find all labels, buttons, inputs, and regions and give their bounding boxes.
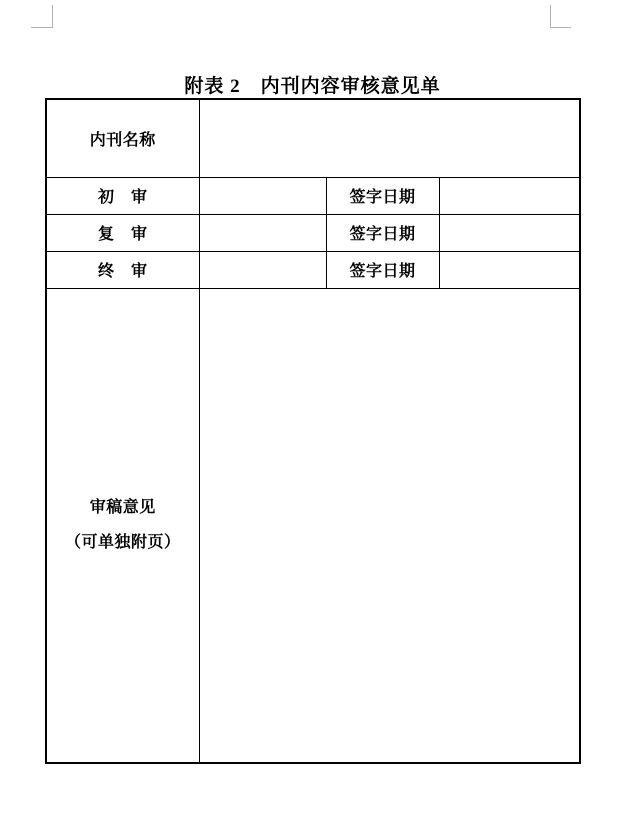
first-review-date-label: 签字日期 — [326, 177, 439, 214]
final-review-label: 终 审 — [46, 251, 199, 288]
final-review-row — [46, 251, 580, 288]
second-review-date-label: 签字日期 — [326, 214, 439, 251]
margin-mark-top-left-horizontal — [31, 27, 53, 28]
journal-name-input-cell[interactable] — [199, 99, 580, 177]
journal-name-row — [46, 99, 580, 177]
first-review-row — [46, 177, 580, 214]
journal-name-label: 内刊名称 — [46, 99, 199, 177]
margin-mark-top-right-horizontal — [550, 27, 571, 28]
final-review-signature-cell[interactable] — [199, 251, 326, 288]
second-review-date-cell[interactable] — [439, 214, 580, 251]
second-review-label: 复 审 — [46, 214, 199, 251]
review-opinion-label-line2: （可单独附页） — [64, 534, 181, 552]
margin-mark-top-left-vertical — [52, 5, 53, 28]
review-form-table — [45, 98, 581, 764]
second-review-signature-cell[interactable] — [199, 214, 326, 251]
form-title: 附表 2 内刊内容审核意见单 — [184, 76, 441, 97]
final-review-date-label: 签字日期 — [326, 251, 439, 288]
first-review-date-cell[interactable] — [439, 177, 580, 214]
margin-mark-top-right-vertical — [550, 5, 551, 28]
review-opinion-input-cell[interactable] — [199, 288, 580, 763]
first-review-label: 初 审 — [46, 177, 199, 214]
final-review-date-cell[interactable] — [439, 251, 580, 288]
second-review-row — [46, 214, 580, 251]
review-opinion-label — [46, 288, 199, 763]
review-opinion-label-line1: 审稿意见 — [89, 499, 156, 517]
review-opinion-row — [46, 288, 580, 763]
first-review-signature-cell[interactable] — [199, 177, 326, 214]
